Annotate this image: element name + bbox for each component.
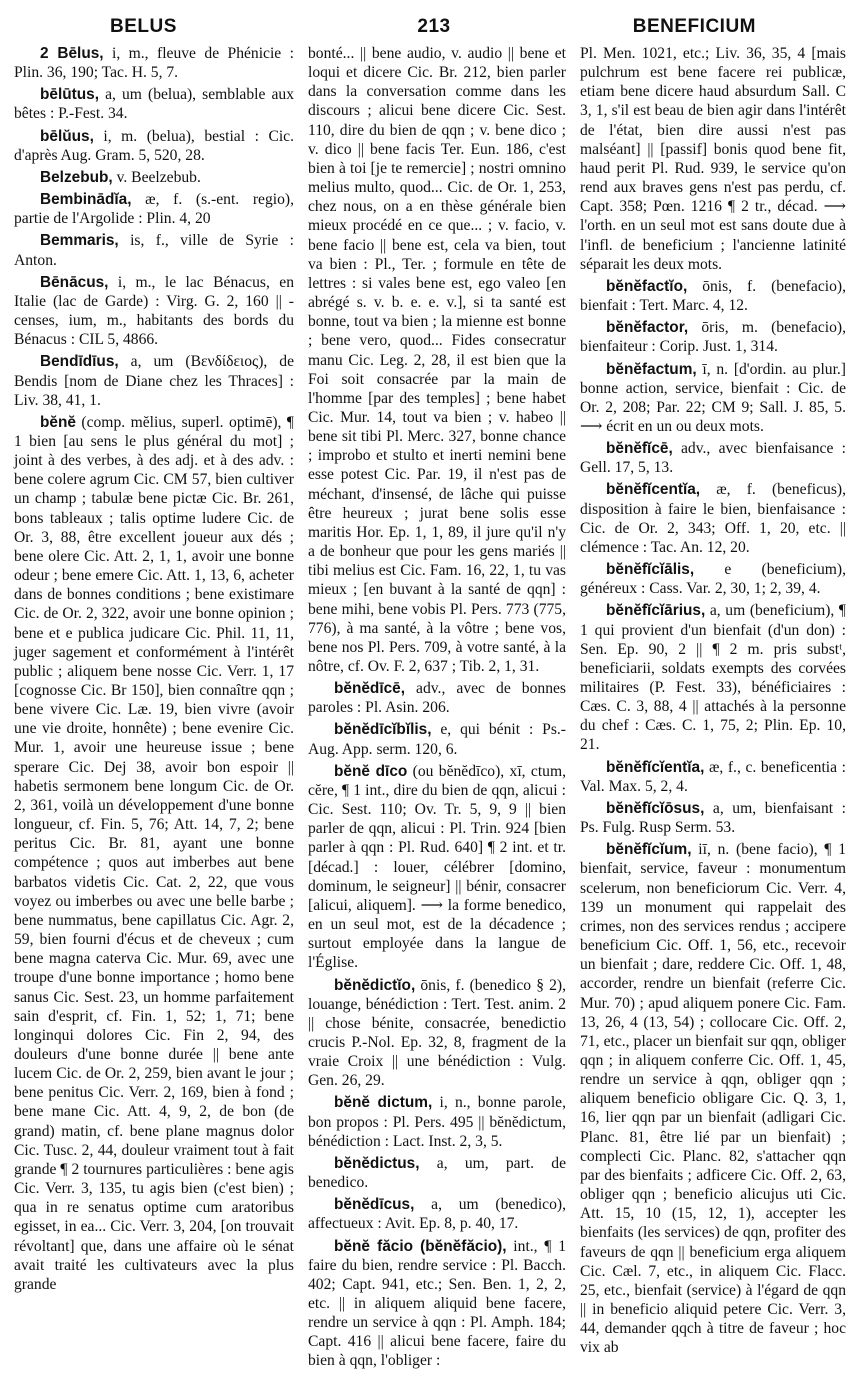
- entry-headword: Bemmaris,: [40, 232, 119, 250]
- dictionary-entry: [580, 840, 846, 1357]
- dictionary-entry: [580, 360, 846, 437]
- entry-headword: bĕnĕdictus,: [334, 1154, 420, 1172]
- dictionary-entry: [308, 1195, 566, 1233]
- entry-definition: (comp. mĕlius, superl. optimē), ¶ 1 bien [au sens le plus général du mot] ; joint à des verbes, à des adj. et à des adv. : bene colere agrum Cic. CM 57, bien cultiver un champ ; tabulæ bene pictæ Cic. Br. 261, bons tableaux ; talis optime ludere Cic. de Or. 3, 88, être excellent joueur aux dés ; bene olere Cic. Att. 2, 1, 1, avoir une bonne odeur ; bene emere Cic. Att. 1, 13, 6, acheter dans de bonnes conditions ; bene existimare Cic. de Or. 2, 322, avoir une bonne opinion ; bene et e publica judicare Cic. Phil. 11, 11, juger sagement et conformément à l'intérêt public ; aliquem bene nosse Cic. Verr. 1, 17 [cognosse Cic. Br 150], bien connaître qqn ; bene vivere Cic. Læ. 19, bien vivre (avoir une vie droite, honnête) ; bene evenire Cic. Mur. 1, avoir une heureuse issue ; bene sperare Cic. Dej 38, avoir bon espoir || habetis sermonem bene longum Cic. de Or. 2, 361, voilà un développement d'une bonne longueur, cf. Fin. 5, 76; Att. 14, 7, 2; bene peritus Cic. Br. 81, ayant une bonne compétence ; quos aut imberbes aut bene barbatos videtis Cic. Cat. 2, 22, que vous voyez ou imberbes ou avec une belle barbe ; bene nummatus, bene capillatus Cic. Agr. 2, 59, bien fourni d'écus et de cheveux ; cum bene magna caterva Cic. Mur. 69, avec une troupe d'une bonne importance ; homo bene sanus Cic. Sest. 23, un homme parfaitement sain d'esprit, cf. Fin. 1, 52; 1, 71; bene longinqui dolores Cic. Fin 2, 94, des douleurs d'une bonne durée || bene ante lucem Cic. de Or. 2, 259, bien avant le jour ; bene penitus Cic. Verr. 2, 169, bien à fond ; bene mane Cic. Att. 4, 9, 2, de bon (de grand) matin, cf. bene plane magnus dolor Cic. Tusc. 2, 44, douleur vraiment tout à fait grande ¶ 2 tournures particulières : bene agis Cic. Verr. 3, 135, tu agis bien (c'est bien) ; qua in re senatus optime cum aratoribus egisset, in ea... Cic. Verr. 3, 204, [on trouvait révoltant] que, dans une affaire où le sénat avait traité les cultivateurs avec la plus grande: [14, 413, 294, 1293]
- entry-headword: bĕnĕfĭcentĭa,: [606, 481, 701, 499]
- entry-headword: bĕnĕ dīco: [334, 762, 408, 780]
- dictionary-entry: [308, 1093, 566, 1150]
- dictionary-entry: [580, 44, 846, 274]
- dictionary-entry: [14, 85, 294, 123]
- running-header: [14, 10, 854, 44]
- entry-headword: bĕnĕ: [40, 413, 76, 431]
- entry-headword: bēlūtus,: [40, 86, 99, 104]
- entry-headword: bĕnĕfactor,: [606, 319, 689, 337]
- entry-headword: bĕnĕ făcio (bĕnĕfăcio),: [334, 1237, 507, 1255]
- entry-definition: æ, f. (beneficus), disposition à faire le bien, bienfaisance : Cic. de Or. 2, 343; Off. 1, 20, etc. || clémence : Tac. An. 12, 20.: [580, 481, 846, 556]
- entry-definition: v. Beelzebub.: [112, 168, 201, 186]
- entry-definition: ōnis, f. (benefacio), bienfait : Tert. Marc. 4, 12.: [580, 277, 846, 315]
- header-right-guideword: BENEFICIUM: [632, 16, 756, 37]
- entry-definition: i, m., fleuve de Phénicie : Plin. 36, 190; Tac. H. 5, 7.: [14, 45, 294, 82]
- entry-headword: Bendīdīus,: [40, 353, 119, 371]
- dictionary-entry: [580, 601, 846, 754]
- header-left-guideword: BELUS: [110, 16, 177, 37]
- entry-definition: æ, f. (s.-ent. regio), partie de l'Argolide : Plin. 4, 20: [14, 191, 294, 228]
- entry-definition: adv., avec de bonnes paroles : Pl. Asin. 206.: [308, 680, 566, 717]
- dictionary-entry: [14, 413, 294, 1294]
- dictionary-entry: [580, 439, 846, 477]
- dictionary-entry: [308, 1237, 566, 1371]
- entry-headword: bĕnĕdictĭo,: [334, 976, 416, 994]
- entry-headword: 2 Bēlus,: [40, 45, 104, 62]
- page-number: 213: [417, 16, 451, 37]
- entry-headword: bĕnĕfactum,: [606, 360, 697, 378]
- entry-definition: (ou bĕnĕdīco), xī, ctum, cĕre, ¶ 1 int., dire du bien de qqn, alicui : Cic. Sest. 110; Ov. Tr. 5, 9, 9 || bien parler de qqn, alicui : Pl. Trin. 924 [bien parler à qqn : Pl. Rud. 640] ¶ 2 int. et tr. [décad.] : louer, célébrer [domino, dominum, le seigneur] || bénir, consacrer [alicui, aliquem]. ⟶ la forme benedico, en un seul mot, est de la décadence ; surtout employée dans la langue de l'Église.: [308, 762, 566, 972]
- entry-headword: bĕnĕfĭcĭārius,: [606, 602, 706, 620]
- entry-definition: adv., avec bienfaisance : Gell. 17, 5, 13.: [580, 440, 846, 477]
- entry-headword: bĕnĕfactĭo,: [606, 277, 688, 295]
- dictionary-entry: [14, 190, 294, 228]
- dictionary-entry: [14, 44, 294, 82]
- dictionary-entry: [14, 231, 294, 269]
- entry-headword: Bēnācus,: [40, 273, 109, 291]
- dictionary-entry: [580, 799, 846, 837]
- entry-headword: Bembinādĭa,: [40, 191, 132, 209]
- column-2: [308, 44, 566, 1374]
- entry-definition: a, um, bienfaisant : Ps. Fulg. Rusp Serm. 53.: [580, 799, 846, 837]
- entry-definition: is, f., ville de Syrie : Anton.: [14, 232, 294, 269]
- column-1: [14, 44, 294, 1374]
- entry-definition: i, m. (belua), bestial : Cic. d'après Aug. Gram. 5, 520, 28.: [14, 127, 294, 164]
- entry-definition: e, qui bénit : Ps.-Aug. App. serm. 120, 6.: [308, 721, 566, 758]
- dictionary-entry: [308, 1154, 566, 1192]
- dictionary-entry: [580, 318, 846, 356]
- entry-headword: bĕnĕdīcus,: [334, 1196, 415, 1214]
- column-3: [580, 44, 846, 1374]
- dictionary-entry: [580, 758, 846, 796]
- entry-definition: i, m., le lac Bénacus, en Italie (lac de Garde) : Virg. G. 2, 160 || -censes, ium, m., habitants des bords du Bénacus : CIL 5, 4866.: [14, 273, 294, 349]
- entry-definition: Pl. Men. 1021, etc.; Liv. 36, 35, 4 [mais pulchrum est bene facere rei publicæ, etiam bene dicere haud absurdum Sall. C 3, 1, s'il est beau de bien agir dans l'intérêt de l'état, bien dire aussi n'est pas malséant] || [passif] bonis quod bene fit, haud perit Pl. Rud. 939, le service qu'on rend aux braves gens n'est pas perdu, cf. Capt. 358; Pœn. 1216 ¶ 2 tr., décad. ⟶ l'orth. en un seul mot est sans doute due à l'infl. de beneficium ; l'ancienne latinité séparait les deux mots.: [580, 45, 846, 273]
- dictionary-entry: [308, 679, 566, 717]
- entry-definition: a, um (benedico), affectueux : Avit. Ep. 8, p. 40, 17.: [308, 1196, 566, 1233]
- entry-headword: bĕnĕfĭcē,: [606, 440, 673, 458]
- entry-definition: ōnis, f. (benedico § 2), louange, bénédiction : Tert. Test. anim. 2 || chose bénite, consacrée, benedictio crucis P.-Nol. Ep. 32, 8, fragment de la vraie Croix || une bénédiction : Vulg. Gen. 26, 29.: [308, 976, 566, 1090]
- dictionary-entry: [14, 168, 294, 187]
- columns: [14, 44, 854, 1374]
- dictionary-entry: [580, 277, 846, 315]
- entry-definition: æ, f., c. beneficentia : Val. Max. 5, 2, 4.: [580, 758, 846, 795]
- entry-headword: bĕnĕfĭcĭum,: [606, 841, 692, 859]
- dictionary-entry: [580, 560, 846, 598]
- entry-definition: a, um (beneficium), ¶ 1 qui provient d'un bienfait (d'un don) : Sen. Ep. 90, 2 || ¶ 2 m. pris substᵗ, beneficiarii, soldats exempts des corvées militaires (P. Fest. 33), bénéficiaires : Cæs. C. 3, 88, 4 || attachés à la personne du chef : Cæs. C. 1, 75, 2; Plin. Ep. 10, 21.: [580, 602, 846, 754]
- entry-definition: a, um (belua), semblable aux bêtes : P.-Fest. 34.: [14, 86, 294, 123]
- entry-definition: e (beneficium), généreux : Cass. Var. 2, 30, 1; 2, 39, 4.: [580, 561, 846, 598]
- dictionary-entry: [308, 762, 566, 973]
- dictionary-entry: [308, 44, 566, 676]
- entry-definition: iī, n. (bene facio), ¶ 1 bienfait, service, faveur : monumentum scelerum, non beneficiorum Cic. Verr. 4, 139 un monument qui rappelait des crimes, non des services rendus ; accipere beneficium Cic. Off. 1, 56, etc., recevoir un bienfait ; dare, reddere Cic. Off. 1, 48, accorder, rendre un bienfait (referre Cic. Mur. 70) ; apud aliquem ponere Cic. Fam. 13, 26, 4 (13, 54) ; collocare Cic. Off. 2, 71, etc., placer un bienfait sur qqn, obliger qqn ; in aliquem conferre Cic. Off. 1, 45, rendre un service à qqn, obliger qqn ; aliquem beneficio obligare Cic. Q. 3, 1, 16, lier qqn par un bienfait (adligari Cic. Planc. 81, être lié par un bienfait) ; complecti Cic. Planc. 82, s'attacher qqn par des bienfaits ; adficere Cic. Off. 2, 63, obliger qqn ; beneficio alicujus uti Cic. Att. 15, 10 (15, 12, 1), accepter les bienfaits (les services) de qqn, profiter des faveurs de qqn || beneficium erga aliquem Cic. Cæl. 7, etc., in aliquem Cic. Flacc. 25, etc., bienfait (service) à l'égard de qqn || in beneficio aliquid petere Cic. Verr. 3, 44, demander qqch à titre de faveur ; hoc vix ab: [580, 841, 846, 1357]
- entry-headword: bĕnĕdīcē,: [334, 680, 405, 698]
- dictionary-entry: [308, 976, 566, 1091]
- dictionary-entry: [308, 720, 566, 758]
- entry-headword: Belzebub,: [40, 168, 113, 186]
- entry-headword: bĕnĕ dictum,: [334, 1094, 433, 1112]
- entry-definition: a, um, part. de benedico.: [308, 1154, 566, 1192]
- entry-definition: bonté... || bene audio, v. audio || bene et loqui et dicere Cic. Br. 212, bien parler dans la conversation comme dans les discours ; alicui bene dicere Cic. Sest. 110, dire du bien de qqn ; v. bene dico ; v. dico || bene facis Ter. Eun. 186, c'est bien à toi [je te remercie] ; nostri omnino melius multo, quod... Cic. de Or. 1, 253, chez nous, on a en thèse générale bien mieux procédé en ce que... ; v. facio, v. bene facio || bene est, cela va bien, tout va bien : Pl., Ter. ; formule en tête de lettres : si vales bene est, ego valeo [en abrégé s. v. b. e. e. v.], si ta santé est bonne, tout va bien ; la mienne est bonne ; bene vero, quod... Fides consecratur manu Cic. Leg. 2, 28, il est bien que la Foi soit consacrée par la main de l'homme [par des temples] ; bene habet Cic. Mur. 14, tout va bien ; v. habeo || bene sit tibi Pl. Merc. 327, bonne chance ; improbo et stulto et inerti nemini bene esse potest Cic. Par. 19, il n'est pas de méchant, d'insensé, de lâche qui puisse être heureux ; jurat bene solis esse maritis Hor. Ep. 1, 1, 89, il jure qu'il n'y a de bonheur que pour les gens mariés || tibi melius est Cic. Fam. 16, 22, 1, tu vas mieux ; [en buvant à la santé de qqn] : bene mihi, bene vobis Pl. Pers. 773 (775, 776), à ma santé, à la vôtre ; bene vos, bene nos Pl. Pers. 709, à votre santé, à la nôtre, cf. Ov. F. 2, 637 ; Tib. 2, 1, 31.: [308, 45, 566, 675]
- entry-headword: bēlŭus,: [40, 127, 94, 145]
- entry-headword: bĕnĕdīcĭbĭlis,: [334, 721, 432, 739]
- dictionary-entry: [14, 273, 294, 350]
- dictionary-entry: [14, 127, 294, 165]
- dictionary-entry: [14, 352, 294, 409]
- entry-definition: ōris, m. (benefacio), bienfaiteur : Corip. Just. 1, 314.: [580, 319, 846, 356]
- dictionary-entry: [580, 480, 846, 557]
- entry-headword: bĕnĕfĭcĭōsus,: [606, 799, 705, 817]
- entry-definition: a, um (Βενδίδειος), de Bendis [nom de Diane chez les Thraces] : Liv. 38, 41, 1.: [14, 353, 294, 409]
- entry-headword: bĕnĕfĭcĭentĭa,: [606, 758, 705, 776]
- entry-definition: i, n., bonne parole, bon propos : Pl. Pers. 495 || bĕnĕdictum, bénédiction : Lact. Inst. 2, 3, 5.: [308, 1094, 567, 1150]
- entry-definition: ī, n. [d'ordin. au plur.] bonne action, service, bienfait : Cic. de Or. 2, 208; Par. 22; CM 9; Sall. J. 85, 5. ⟶ écrit en un ou deux mots.: [580, 360, 846, 435]
- entry-headword: bĕnĕfĭcĭālis,: [606, 561, 695, 579]
- entry-definition: int., ¶ 1 faire du bien, rendre service : Pl. Bacch. 402; Capt. 941, etc.; Sen. Ben. 1, 2, 2, etc. || in aliquem aliquid bene facere, rendre un service à qqn : Pl. Amph. 184; Capt. 416 || alicui bene facere, faire du bien à qqn, l'obliger :: [308, 1237, 566, 1370]
